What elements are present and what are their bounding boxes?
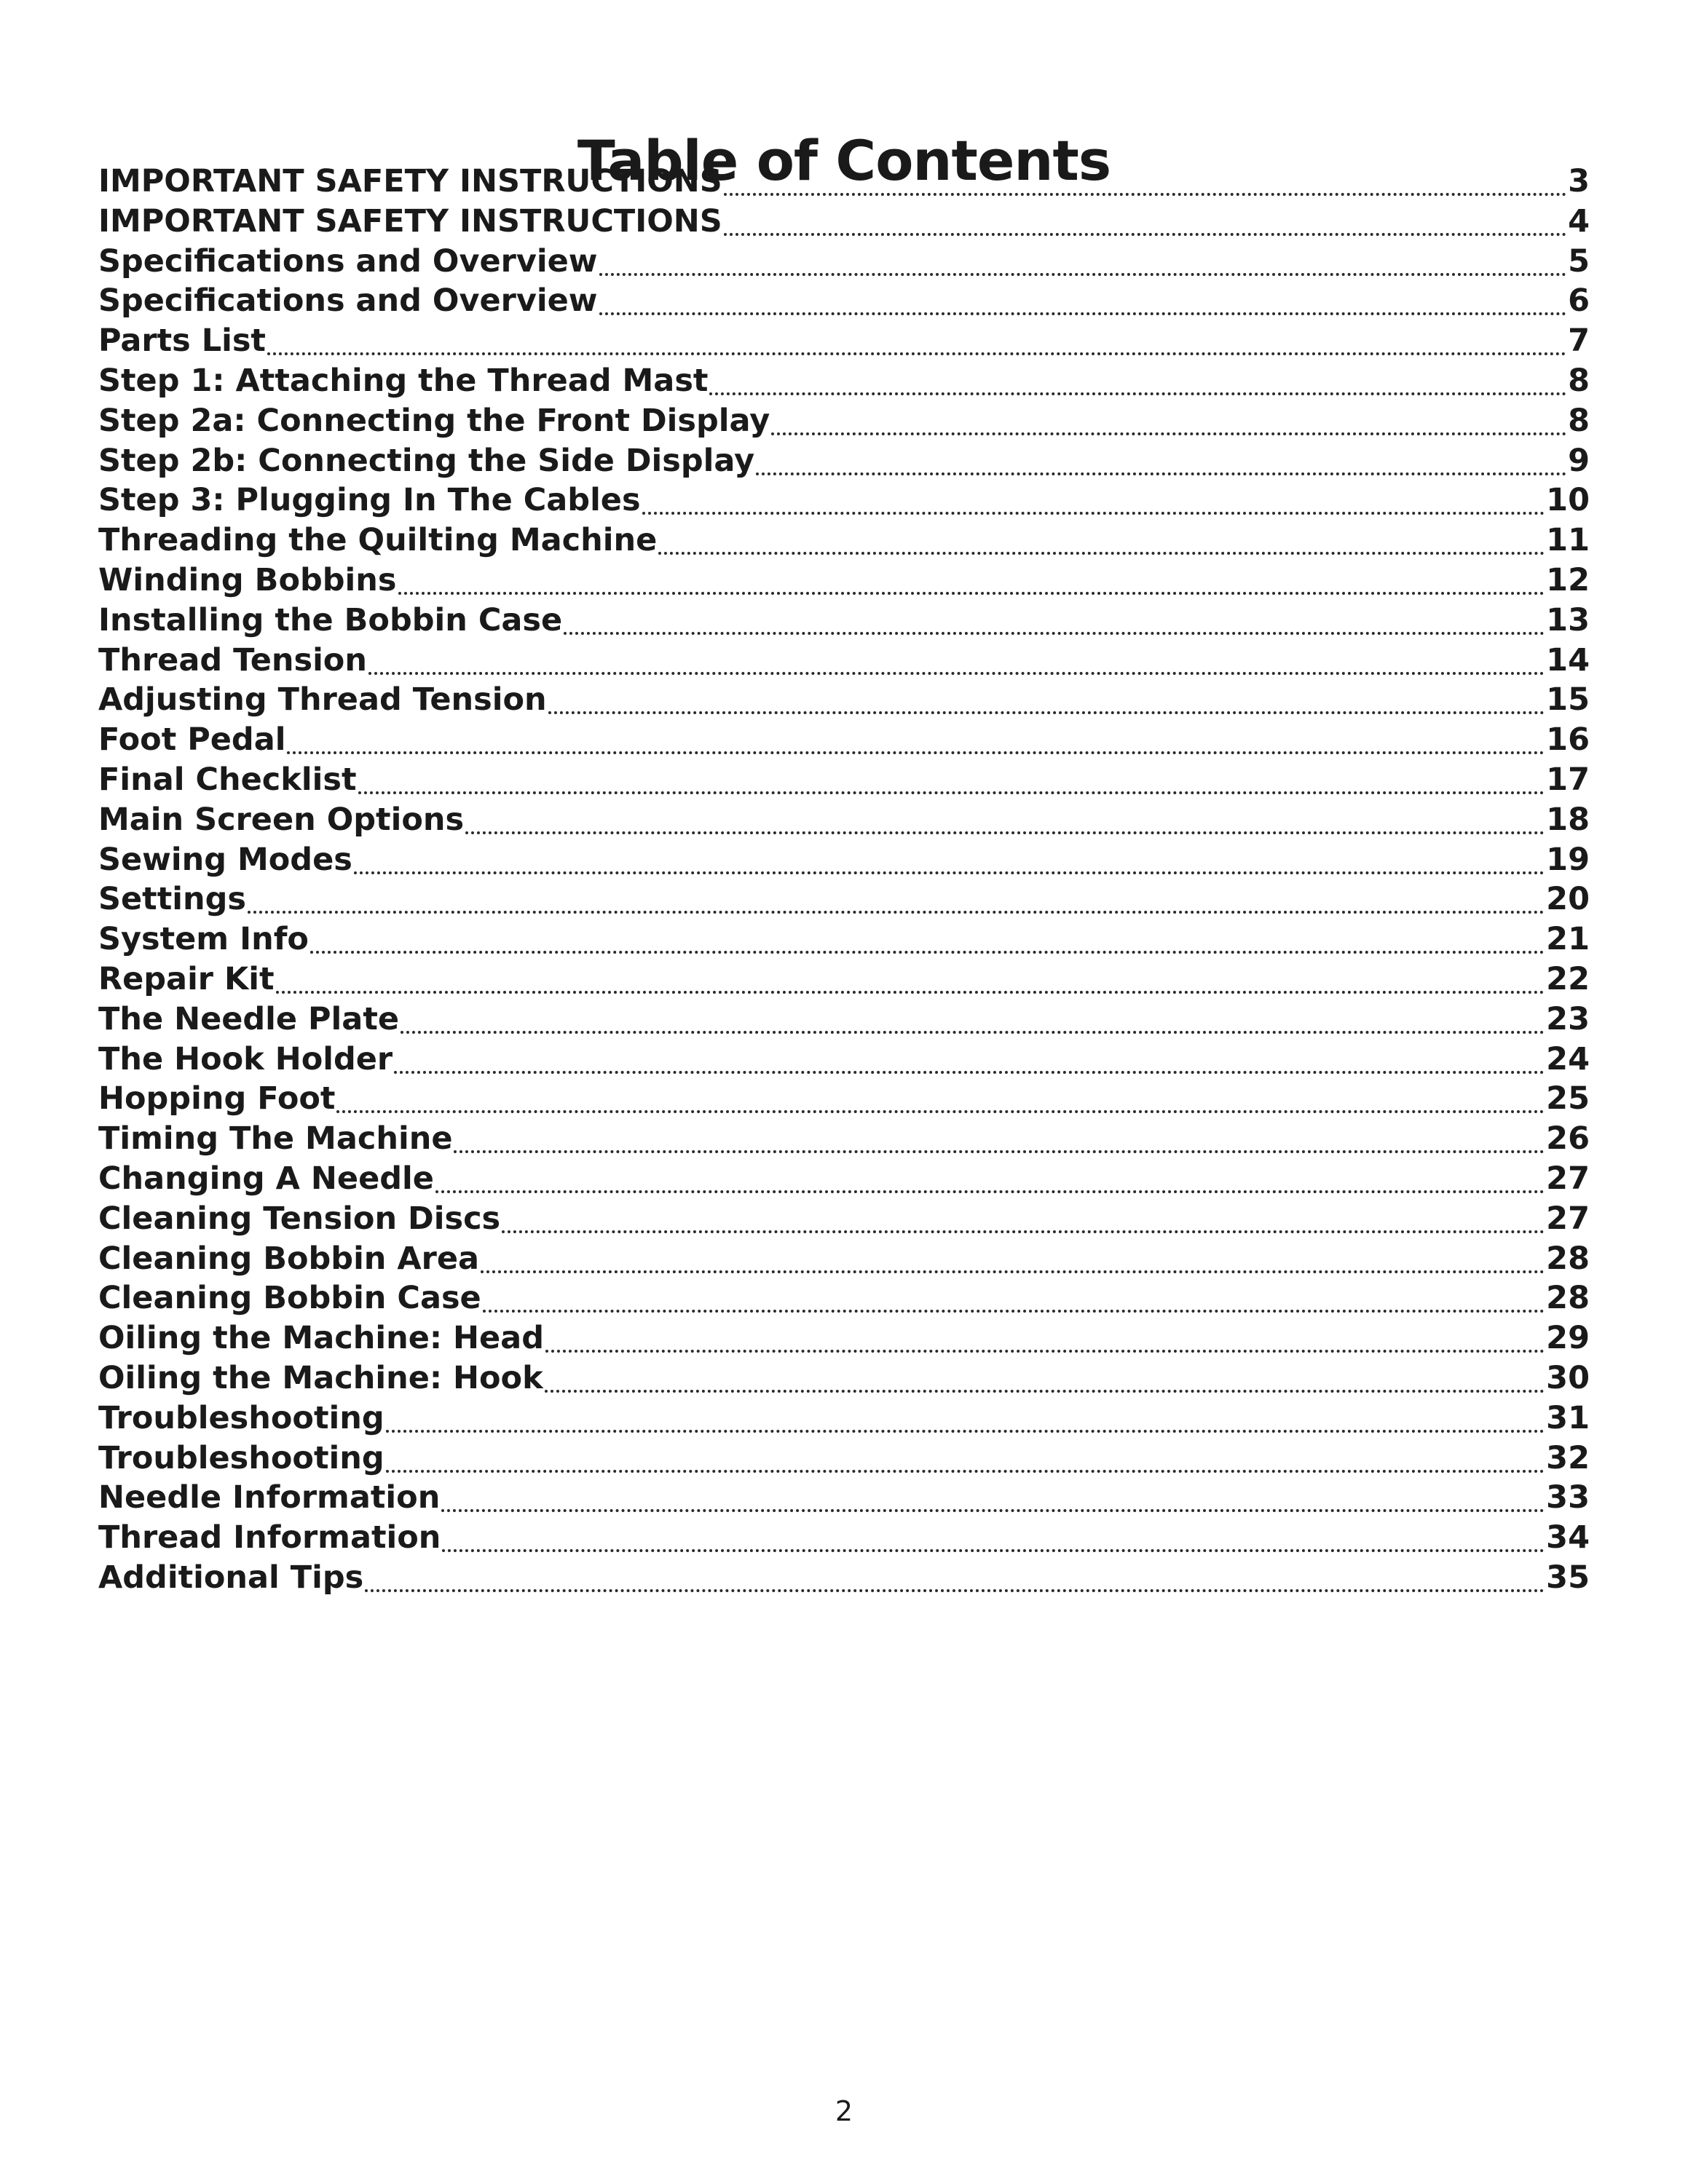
toc-entry-title: IMPORTANT SAFETY INSTRUCTIONS (98, 163, 722, 199)
toc-entry-title: Hopping Foot (98, 1080, 336, 1117)
toc-entry[interactable] (98, 1318, 1590, 1358)
toc-entry-page: 9 (1568, 442, 1590, 479)
toc-dot-leader (545, 1390, 1545, 1393)
toc-entry[interactable] (98, 879, 1590, 919)
toc-dot-leader (548, 711, 1545, 714)
toc-dot-leader (358, 791, 1545, 794)
toc-dot-leader (435, 1190, 1545, 1193)
toc-entry[interactable] (98, 1000, 1590, 1040)
toc-entry[interactable] (98, 760, 1590, 800)
toc-entry[interactable] (98, 1398, 1590, 1439)
toc-dot-leader (465, 831, 1545, 834)
toc-entry[interactable] (98, 361, 1590, 401)
toc-entry[interactable] (98, 720, 1590, 760)
toc-entry-title: Oiling the Machine: Hook (98, 1359, 543, 1396)
toc-entry-title: Needle Information (98, 1479, 441, 1516)
toc-entry-title: Step 1: Attaching the Thread Mast (98, 362, 709, 399)
toc-entry[interactable] (98, 1239, 1590, 1279)
toc-entry-page: 31 (1546, 1399, 1590, 1436)
toc-entry-title: Parts List (98, 323, 266, 360)
toc-entry-title: Adjusting Thread Tension (98, 681, 547, 719)
toc-entry-title: Troubleshooting (98, 1399, 384, 1436)
toc-entry[interactable] (98, 641, 1590, 681)
toc-entry-page: 10 (1546, 482, 1590, 519)
page-title: Table of Contents (577, 127, 1111, 193)
toc-entry-page: 28 (1546, 1280, 1590, 1317)
toc-entry-page: 35 (1546, 1559, 1590, 1596)
toc-dot-leader (365, 1589, 1545, 1592)
toc-dot-leader (454, 1150, 1545, 1153)
toc-entry-page: 16 (1546, 721, 1590, 759)
toc-entry[interactable] (98, 1358, 1590, 1398)
toc-dot-leader (599, 312, 1567, 315)
toc-dot-leader (368, 672, 1545, 675)
toc-entry-title: System Info (98, 921, 309, 958)
page-number: 2 (835, 2095, 853, 2127)
toc-entry-page: 18 (1546, 801, 1590, 838)
toc-entry-title: Changing A Needle (98, 1160, 434, 1197)
toc-entry-page: 12 (1546, 561, 1590, 598)
toc-dot-leader (354, 871, 1545, 874)
toc-entry[interactable] (98, 1199, 1590, 1239)
toc-entry-title: Step 2b: Connecting the Side Display (98, 442, 755, 479)
toc-entry[interactable] (98, 960, 1590, 1000)
toc-entry-page: 8 (1568, 402, 1590, 439)
toc-entry[interactable] (98, 1079, 1590, 1119)
toc-entry-page: 30 (1546, 1359, 1590, 1396)
toc-entry[interactable] (98, 800, 1590, 840)
toc-entry[interactable] (98, 1040, 1590, 1080)
toc-entry-title: Main Screen Options (98, 801, 465, 838)
toc-entry-page: 33 (1546, 1479, 1590, 1516)
toc-entry-page: 11 (1546, 522, 1590, 559)
toc-entry[interactable] (98, 919, 1590, 960)
toc-dot-leader (642, 512, 1545, 515)
toc-entry-title: Threading the Quilting Machine (98, 522, 658, 559)
toc-entry-page: 8 (1568, 362, 1590, 399)
toc-entry-page: 4 (1568, 202, 1590, 240)
toc-entry-title: Specifications and Overview (98, 282, 598, 320)
toc-entry-title: Cleaning Tension Discs (98, 1200, 501, 1237)
toc-entry[interactable] (98, 680, 1590, 720)
toc-entry[interactable] (98, 1478, 1590, 1518)
toc-entry-title: Repair Kit (98, 960, 275, 997)
toc-entry-title: Step 2a: Connecting the Front Display (98, 402, 770, 439)
toc-entry-page: 27 (1546, 1200, 1590, 1237)
toc-entry[interactable] (98, 561, 1590, 601)
toc-entry-title: Additional Tips (98, 1559, 364, 1596)
toc-entry-page: 6 (1568, 282, 1590, 320)
toc-entry-page: 29 (1546, 1320, 1590, 1357)
toc-dot-leader (599, 273, 1567, 276)
toc-entry-title: Settings (98, 881, 246, 918)
toc-entry-page: 7 (1568, 323, 1590, 360)
toc-dot-leader (709, 392, 1566, 395)
toc-entry-title: Foot Pedal (98, 721, 286, 759)
toc-dot-leader (398, 592, 1545, 595)
toc-entry-page: 34 (1546, 1519, 1590, 1556)
toc-entry[interactable] (98, 441, 1590, 481)
toc-entry[interactable] (98, 1558, 1590, 1598)
toc-entry[interactable] (98, 1518, 1590, 1558)
toc-entry-title: Step 3: Plugging In The Cables (98, 482, 641, 519)
toc-entry[interactable] (98, 202, 1590, 242)
toc-entry-title: Final Checklist (98, 761, 357, 798)
toc-dot-leader (481, 1270, 1545, 1273)
toc-entry-page: 19 (1546, 841, 1590, 878)
toc-entry-title: Specifications and Overview (98, 242, 598, 280)
toc-entry-title: The Hook Holder (98, 1040, 393, 1077)
toc-dot-leader (310, 951, 1545, 954)
toc-entry[interactable] (98, 840, 1590, 880)
toc-entry[interactable] (98, 401, 1590, 441)
toc-entry[interactable] (98, 1119, 1590, 1159)
toc-entry-page: 14 (1546, 641, 1590, 678)
toc-entry[interactable] (98, 281, 1590, 321)
toc-entry[interactable] (98, 1439, 1590, 1479)
toc-entry-page: 24 (1546, 1040, 1590, 1077)
toc-dot-leader (394, 1071, 1545, 1074)
toc-entry-page: 21 (1546, 921, 1590, 958)
toc-dot-leader (545, 1350, 1545, 1353)
toc-entry[interactable] (98, 601, 1590, 641)
toc-entry-title: Cleaning Bobbin Area (98, 1240, 480, 1277)
toc-dot-leader (267, 352, 1566, 355)
toc-dot-leader (276, 991, 1545, 994)
toc-dot-leader (771, 432, 1566, 435)
toc-entry-page: 23 (1546, 1000, 1590, 1037)
toc-entry[interactable] (98, 1278, 1590, 1318)
toc-dot-leader (724, 233, 1566, 236)
toc-entry-title: Cleaning Bobbin Case (98, 1280, 481, 1317)
toc-dot-leader (441, 1509, 1545, 1512)
toc-dot-leader (442, 1549, 1545, 1552)
toc-entry[interactable] (98, 1159, 1590, 1199)
toc-entry[interactable] (98, 480, 1590, 521)
toc-entry-title: Troubleshooting (98, 1439, 384, 1476)
toc-dot-leader (401, 1031, 1545, 1034)
toc-entry-title: IMPORTANT SAFETY INSTRUCTIONS (98, 202, 722, 240)
toc-dot-leader (564, 632, 1545, 635)
toc-entry-title: Winding Bobbins (98, 561, 397, 598)
toc-entry-title: Sewing Modes (98, 841, 352, 878)
toc-entry-title: Oiling the Machine: Head (98, 1320, 544, 1357)
toc-entry-page: 27 (1546, 1160, 1590, 1197)
toc-dot-leader (502, 1230, 1545, 1233)
toc-dot-leader (386, 1430, 1545, 1433)
toc-entry-title: Thread Tension (98, 641, 367, 678)
toc-dot-leader (386, 1470, 1545, 1473)
toc-dot-leader (724, 193, 1566, 196)
toc-entry-page: 13 (1546, 601, 1590, 638)
toc-entry-page: 26 (1546, 1120, 1590, 1158)
toc-entry[interactable] (98, 321, 1590, 361)
toc-entry-page: 22 (1546, 960, 1590, 997)
toc-entry-page: 32 (1546, 1439, 1590, 1476)
toc-entry-title: Timing The Machine (98, 1120, 453, 1158)
toc-entry[interactable] (98, 521, 1590, 561)
toc-entry-page: 15 (1546, 681, 1590, 719)
toc-dot-leader (756, 472, 1566, 475)
toc-entry-page: 5 (1568, 242, 1590, 280)
toc-dot-leader (658, 552, 1545, 555)
toc-entry-title: Installing the Bobbin Case (98, 601, 563, 638)
toc-entry-title: The Needle Plate (98, 1000, 400, 1037)
toc-dot-leader (336, 1110, 1545, 1113)
toc-dot-leader (483, 1310, 1545, 1313)
toc-entry[interactable] (98, 162, 1590, 202)
toc-dot-leader (287, 751, 1545, 754)
toc-entry-page: 28 (1546, 1240, 1590, 1277)
toc-entry[interactable] (98, 242, 1590, 282)
toc-dot-leader (248, 911, 1545, 914)
toc-entry-page: 17 (1546, 761, 1590, 798)
toc-entry-page: 25 (1546, 1080, 1590, 1117)
toc-entry-page: 20 (1546, 881, 1590, 918)
toc-entry-title: Thread Information (98, 1519, 441, 1556)
toc-entry-page: 3 (1568, 163, 1590, 199)
table-of-contents (98, 162, 1590, 1598)
